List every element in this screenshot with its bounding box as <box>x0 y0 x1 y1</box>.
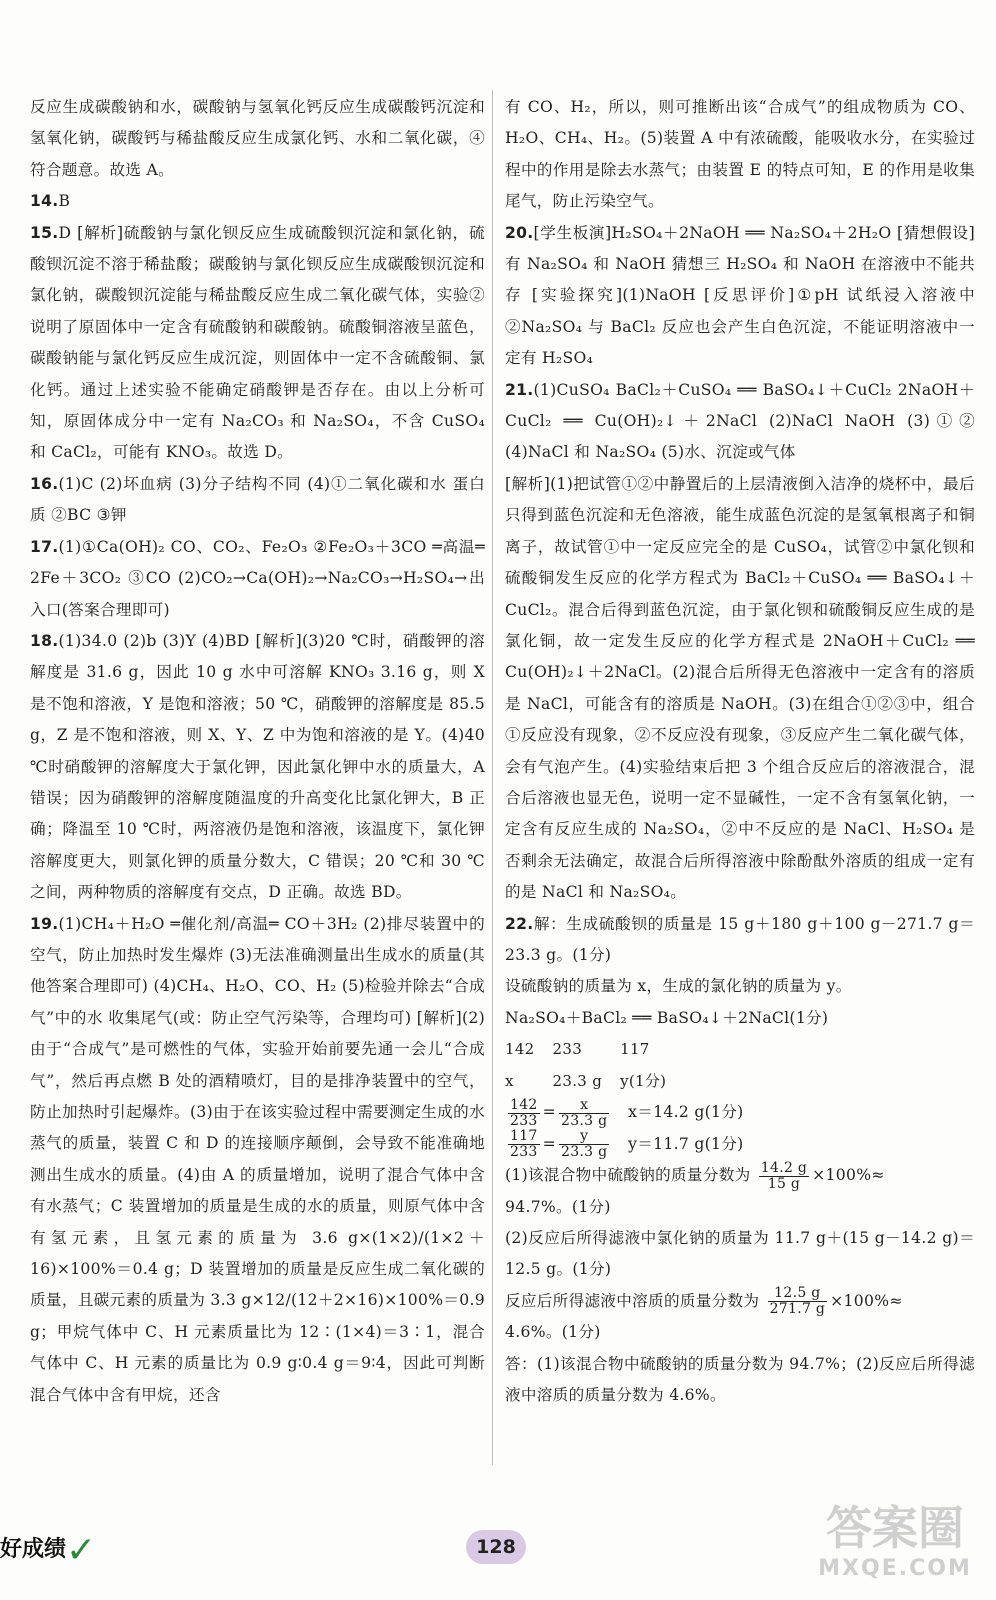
table-row <box>505 1066 684 1097</box>
table-cell: 142 <box>505 1040 535 1059</box>
table-cell: 233 <box>552 1040 583 1059</box>
question-number: 20. <box>505 223 534 242</box>
fraction <box>559 1098 609 1129</box>
watermark-title: 答案圈 <box>826 1501 964 1555</box>
answer-21 <box>505 375 975 469</box>
watermark-url: MXQE.COM <box>818 1556 972 1581</box>
numerator: 14.2 g <box>760 1159 808 1176</box>
table-row <box>505 1034 684 1065</box>
result-3 <box>505 1286 975 1318</box>
fraction <box>559 1129 609 1160</box>
calc-assumption: 设硫酸钠的质量为 x，生成的氯化钠的质量为 y。 <box>505 977 852 996</box>
denominator: 233 <box>510 1144 538 1160</box>
watermark-logo <box>800 1500 990 1600</box>
question-number: 16. <box>30 474 59 493</box>
question-number: 22. <box>505 914 534 933</box>
result-2: (2)反应后所得滤液中氯化钠的质量为 11.7 g＋(15 g－14.2 g)＝12.5 g。(1分) <box>505 1228 975 1279</box>
result-text: (1)该混合物中硫酸钠的质量分数为 <box>505 1166 751 1184</box>
calc-ratio-table <box>505 1034 684 1097</box>
answer-text: (1)CuSO₄ BaCl₂＋CuSO₄ ══ BaSO₄↓＋CuCl₂ 2NaOH＋CuCl₂ ══ Cu(OH)₂↓＋2NaCl (2)NaCl NaOH (3)①② (4)NaCl 和 Na₂SO₄ (5)水、沉淀或气体 <box>505 380 975 462</box>
fraction <box>508 1129 540 1160</box>
question-number: 18. <box>30 631 59 650</box>
question-number: 14. <box>30 192 59 211</box>
question-number: 21. <box>505 380 534 399</box>
denominator: 15 g <box>767 1175 801 1192</box>
answer-text: 解：生成硫酸钡的质量是 15 g＋180 g＋100 g－271.7 g＝23.3 g。(1分) <box>505 914 975 964</box>
checkmark-icon: ✓ <box>66 1530 97 1571</box>
proportion-result: x＝14.2 g(1分) <box>628 1103 744 1121</box>
answer-22 <box>505 909 975 972</box>
answer-text: (1)①Ca(OH)₂ CO、CO₂、Fe₂O₃ ②Fe₂O₃＋3CO ═高温═ 2Fe＋3CO₂ ③CO (2)CO₂→Ca(OH)₂→Na₂CO₃→H₂SO₄→出入口(答案合理即可) <box>30 537 485 619</box>
table-cell: y(1分) <box>620 1071 667 1090</box>
answer-text: B <box>58 192 71 211</box>
answer-16 <box>30 469 485 532</box>
answer-text: (1)34.0 (2)b (3)Y (4)BD [解析](3)20 ℃时，硝酸钾的溶解度是 31.6 g，因此 10 g 水中可溶解 KNO₃ 3.16 g，则 X 是不饱和溶液，Y 是饱和溶液；50 ℃，硝酸钾的溶解度是 85.5 g，Z 是不饱和溶液，则 X、Y、Z 中为饱和溶液的是 Y。(4)40 ℃时硝酸钾的溶解度大于氯化钾，因此氯化钾中水的质量大，A 错误；因为硝酸钾的溶解度随温度的升高变化比氯化钾大，B 正确；降温至 10 ℃时，两溶液仍是饱和溶液，该温度下，氯化钾溶解度更大，则氯化钾的质量分数大，C 错误；20 ℃和 30 ℃之间，两种物质的溶解度有交点，D 正确。故选 BD。 <box>30 631 485 902</box>
fraction <box>508 1098 540 1129</box>
answer-13-continued: 反应生成碳酸钠和水，碳酸钠与氢氧化钙反应生成碳酸钙沉淀和氢氧化钠，碳酸钙与稀盐酸反应生成氯化钙、水和二氧化碳，④符合题意。故选 A。 <box>30 98 485 179</box>
numerator: 12.5 g <box>768 1286 828 1302</box>
proportion-y: $\frac{117}{233}$ = $\frac{y}{23.3 g}$ y＝11.7 g(1分) <box>510 1128 744 1160</box>
answer-19 <box>30 909 485 1412</box>
right-column <box>505 92 975 1411</box>
result-1 <box>505 1160 975 1192</box>
calc-equation: Na₂SO₄＋BaCl₂ ══ BaSO₄↓＋2NaCl(1分) <box>505 1008 829 1027</box>
result-text: ×100%≈ <box>830 1291 903 1310</box>
result-text: ×100%≈ <box>812 1166 885 1184</box>
answer-17 <box>30 532 485 626</box>
numerator: 117 <box>510 1128 538 1144</box>
result-text: 反应后所得滤液中溶质的质量分数为 <box>505 1291 760 1310</box>
answer-text: [学生板演]H₂SO₄＋2NaOH ══ Na₂SO₄＋2H₂O [猜想假设]有 Na₂SO₄ 和 NaOH 猜想三 H₂SO₄ 和 NaOH 在溶液中不能共存 [实验探究](1)NaOH [反思评价]①pH 试纸浸入溶液中 ②Na₂SO₄ 与 BaCl₂ 反应也会产生白色沉淀，不能证明溶液中一定有 H₂SO₄ <box>505 223 975 368</box>
numerator: 142 <box>510 1096 538 1113</box>
final-answer: 答：(1)该混合物中硫酸钠的质量分数为 94.7%；(2)反应后所得滤液中溶质的质量分数为 4.6%。 <box>505 1354 975 1405</box>
table-cell: x <box>505 1071 514 1090</box>
result-1-value: 94.7%。(1分) <box>505 1197 611 1216</box>
fraction <box>759 1161 809 1192</box>
answer-text: (1)C (2)坏血病 (3)分子结构不同 (4)①二氧化碳和水 蛋白质 ②BC ③钾 <box>30 474 485 525</box>
numerator: y <box>559 1129 609 1145</box>
denominator: 23.3 g <box>561 1144 608 1160</box>
result-3-value: 4.6%。(1分) <box>505 1323 601 1342</box>
fraction <box>768 1286 828 1317</box>
denominator: 271.7 g <box>769 1301 826 1318</box>
brand-text: 好成绩 <box>0 1537 67 1562</box>
table-cell: 117 <box>620 1040 650 1059</box>
answer-18 <box>30 626 485 909</box>
table-cell: 23.3 g <box>552 1071 603 1090</box>
left-column <box>30 92 485 1411</box>
brand-logo <box>0 1530 96 1571</box>
question-number: 19. <box>30 914 59 933</box>
proportion-x: $\frac{142}{233}$ = $\frac{x}{23.3 g}$ x＝14.2 g(1分) <box>510 1096 744 1129</box>
question-number: 17. <box>30 537 59 556</box>
page-number: 128 <box>466 1530 526 1564</box>
denominator: 233 <box>510 1112 538 1129</box>
answer-15 <box>30 218 485 469</box>
answer-20 <box>505 218 975 375</box>
column-divider <box>492 90 493 1465</box>
answer-21-analysis: [解析](1)把试管①②中静置后的上层清液倒入洁净的烧杯中，最后只得到蓝色沉淀和无色溶液，能生成蓝色沉淀的是氢氧根离子和铜离子，故试管①中一定反应完全的是 CuSO₄，试管②中氯化钡和硫酸铜发生反应的化学方程式为 BaCl₂＋CuSO₄ ══ BaSO₄↓＋CuCl₂。混合后得到蓝色沉淀，由于氯化钡和硫酸铜反应生成的是氯化铜，故一定发生反应的化学方程式是 2NaOH＋CuCl₂ ══ Cu(OH)₂↓＋2NaCl。(2)混合后所得无色溶液中一定含有的溶质是 NaCl，可能含有的溶质是 NaOH。(3)在组合①②③中，组合①反应没有现象，②不反应没有现象，③反应产生二氧化碳气体，会有气泡产生。(4)实验结束后把 3 个组合反应后的溶液混合，混合后溶液也显无色，说明一定不显碱性，一定不含有氢氧化钠，一定含有反应生成的 Na₂SO₄，②中不反应的是 NaCl、H₂SO₄ 是否剩余无法确定，故混合后所得溶液中除酚酞外溶质的组成一定有的是 NaCl 和 Na₂SO₄。 <box>505 474 975 902</box>
answer-text: (1)CH₄＋H₂O ═催化剂/高温═ CO＋3H₂ (2)排尽装置中的空气，防止加热时发生爆炸 (3)无法准确测量出生成水的质量(其他答案合理即可) (4)CH₄、H₂O、CO、H₂ (5)检验并除去“合成气”中的水 收集尾气(或：防止空气污染等，合理均可) [解析](2)由于“合成气”是可燃性的气体，实验开始前要先通一会儿“合成气”，然后再点燃 B 处的酒精喷灯，目的是排净装置中的空气，防止加热时引起爆炸。(3)由于在该实验过程中需要测定生成的水蒸气的质量，装置 C 和 D 的连接顺序颠倒，会导致不能准确地测出生成水的质量。(4)由 A 的质量增加，说明了混合气体中含有水蒸气；C 装置增加的质量是生成的水的质量，则原气体中含有氢元素，且氢元素的质量为 3.6 g×(1×2)/(1×2＋16)×100%＝0.4 g；D 装置增加的质量是反应生成二氧化碳的质量，且碳元素的质量为 3.3 g×12/(12＋2×16)×100%＝0.9 g；甲烷气体中 C、H 元素质量比为 12∶(1×4)＝3∶1，混合气体中 C、H 元素的质量比为 0.9 g∶0.4 g＝9∶4，因此可判断混合气体中含有甲烷，还含 <box>30 914 485 1404</box>
proportion-result: y＝11.7 g(1分) <box>628 1134 744 1153</box>
denominator: 23.3 g <box>561 1112 608 1129</box>
answer-19-continued: 有 CO、H₂，所以，则可推断出该“合成气”的组成物质为 CO、H₂O、CH₄、H₂。(5)装置 A 中有浓硫酸，能吸收水分，在实验过程中的作用是除去水蒸气；由装置 E 的特点可知，E 的作用是收集尾气，防止污染空气。 <box>505 98 975 211</box>
answer-text: D [解析]硫酸钠与氯化钡反应生成硫酸钡沉淀和氯化钠，硫酸钡沉淀不溶于稀盐酸；碳酸钠与氯化钡反应生成碳酸钡沉淀和氯化钠，碳酸钡沉淀能与稀盐酸反应生成二氧化碳气体，实验②说明了原固体中一定含有硫酸钠和碳酸钠。硫酸铜溶液呈蓝色，碳酸钠能与氯化钙反应生成沉淀，则固体中一定不含硫酸铜、氯化钙。通过上述实验不能确定硝酸钾是否存在。由以上分析可知，原固体成分中一定有 Na₂CO₃ 和 Na₂SO₄，不含 CuSO₄ 和 CaCl₂，可能有 KNO₃。故选 D。 <box>30 223 485 462</box>
answer-14 <box>30 186 485 217</box>
question-number: 15. <box>30 223 59 242</box>
numerator: x <box>559 1098 609 1114</box>
